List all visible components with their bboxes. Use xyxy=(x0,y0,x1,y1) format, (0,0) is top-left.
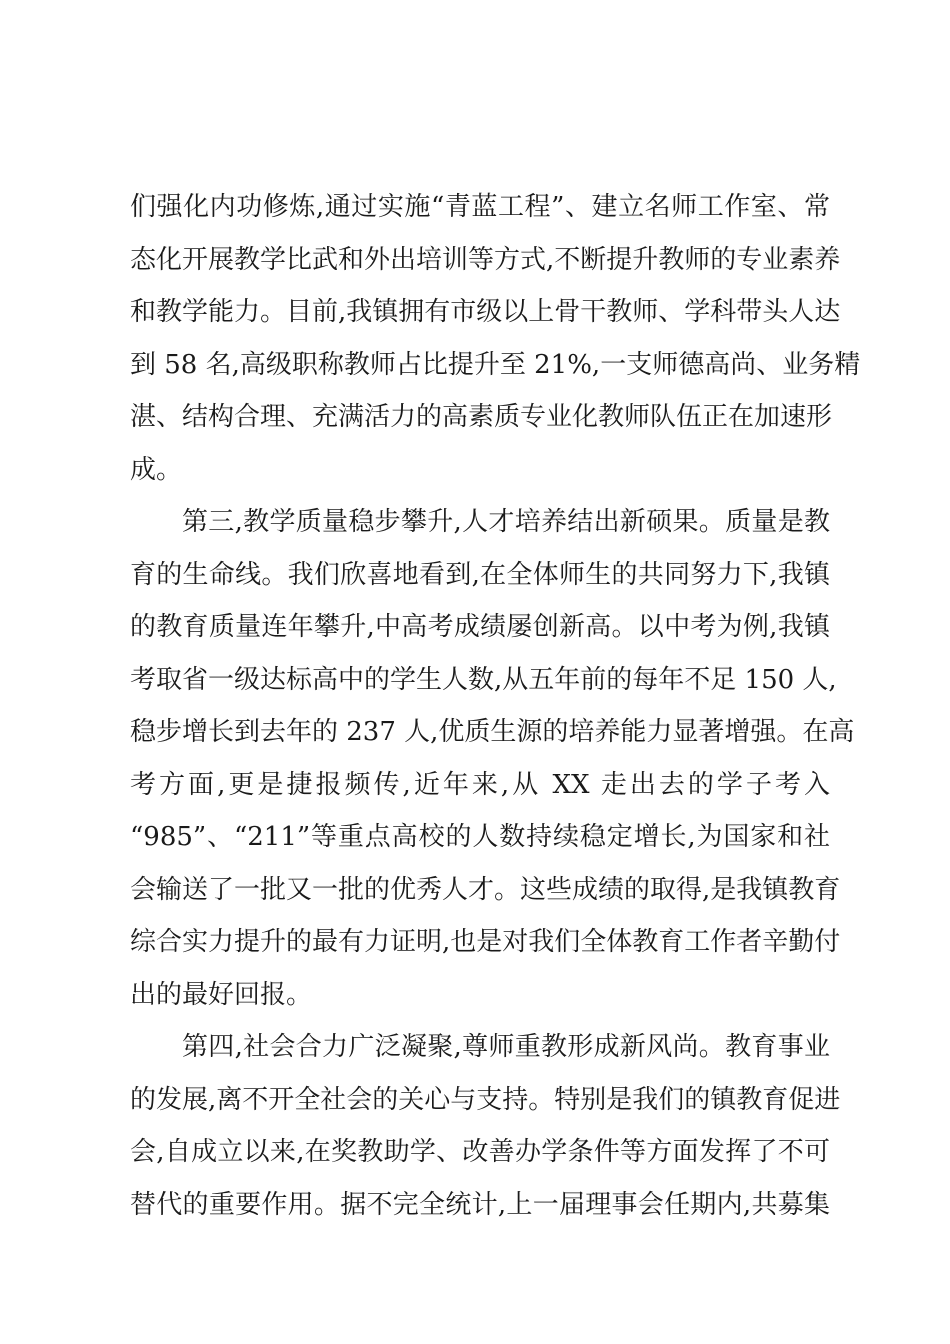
text-line: 育的生命线。我们欣喜地看到,在全体师生的共同努力下,我镇 xyxy=(130,559,830,590)
text-line: 稳步增长到去年的 237 人,优质生源的培养能力显著增强。在高 xyxy=(130,717,855,747)
text-line: 态化开展教学比武和外出培训等方式,不断提升教师的专业素养 xyxy=(130,244,841,275)
text-line: 的发展,离不开全社会的关心与支持。特别是我们的镇教育促进 xyxy=(130,1084,841,1115)
paragraph-start-line: 第四,社会合力广泛凝聚,尊师重教形成新风尚。教育事业 xyxy=(182,1032,830,1062)
paragraph-start-line: 第三,教学质量稳步攀升,人才培养结出新硕果。质量是教 xyxy=(182,507,830,537)
text-line: 考方面,更是捷报频传,近年来,从 XX 走出去的学子考入 xyxy=(130,769,830,800)
text-line: 到 58 名,高级职称教师占比提升至 21%,一支师德高尚、业务精 xyxy=(130,349,861,380)
text-line: 替代的重要作用。据不完全统计,上一届理事会任期内,共募集 xyxy=(130,1189,830,1220)
text-line: 们强化内功修炼,通过实施“青蓝工程”、建立名师工作室、常 xyxy=(130,192,830,222)
text-line: 出的最好回报。 xyxy=(130,979,313,1010)
text-line: 会,自成立以来,在奖教助学、改善办学条件等方面发挥了不可 xyxy=(130,1137,830,1167)
text-line: 和教学能力。目前,我镇拥有市级以上骨干教师、学科带头人达 xyxy=(130,297,841,327)
text-line: 综合实力提升的最有力证明,也是对我们全体教育工作者辛勤付 xyxy=(130,927,841,957)
text-line: 会输送了一批又一批的优秀人才。这些成绩的取得,是我镇教育 xyxy=(130,874,841,905)
text-line: 湛、结构合理、充满活力的高素质专业化教师队伍正在加速形 xyxy=(130,402,833,432)
text-line: 成。 xyxy=(130,454,183,485)
text-line: 考取省一级达标高中的学生人数,从五年前的每年不足 150 人, xyxy=(130,664,837,695)
text-line: “985”、“211”等重点高校的人数持续稳定增长,为国家和社 xyxy=(130,822,830,852)
text-line: 的教育质量连年攀升,中高考成绩屡创新高。以中考为例,我镇 xyxy=(130,612,830,642)
body-text xyxy=(130,181,861,1231)
